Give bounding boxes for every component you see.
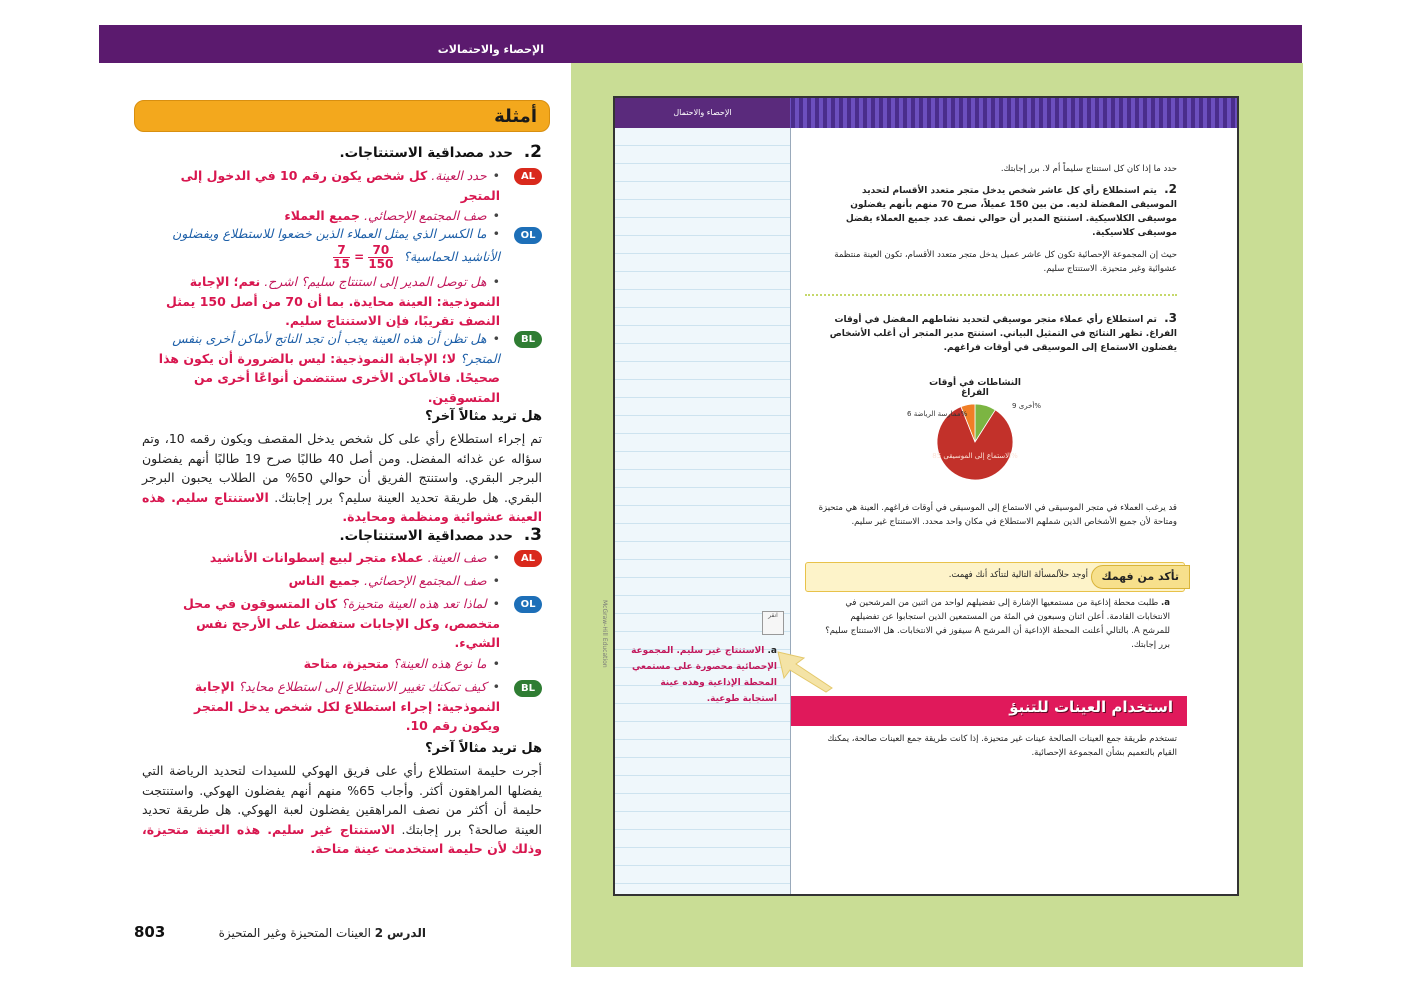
book-header-strip (615, 98, 1237, 128)
pie-chart (905, 394, 1045, 486)
chart-title: النشاطات في أوقات الفراغ (929, 378, 1021, 398)
ex3-q2-row: •صف المجتمع الإحصائي. جميع الناس (288, 573, 500, 588)
check-item-text: طلبت محطة إذاعية من مستمعيها الإشارة إلى تفضيلهم لواحد من اثنين من المرشحين في الانتخابات القادمة. أعلن اثنان وسبعون في المئة من المستمعين الذين استجابوا عن تفضيلهم للمرشح A. بالتالي أعلنت المحطة الإذاعية أن المرشح A سيفوز في الانتخابات. هل الاستنتاج سليم؟ برر إجابتك. (825, 598, 1170, 650)
answer-text: لا؛ الإجابة النموذجية: ليس بالضرورة أن يكون هذا صحيحًا. فالأماكن الأخرى ستتضمن أنواعًا أخرى من المتسوقين. (158, 350, 500, 405)
answer-text: الإجابة النموذجية: إجراء استطلاع لكل شخص يدخل المتجر ويكون رقم 10. (194, 679, 500, 733)
ex3-q4-row: •ما نوع هذه العينة؟ متحيزة، متاحة (303, 656, 500, 671)
fraction-answer: $\frac{70}{150}$ = $\frac{7}{15}$ (333, 242, 394, 271)
answer-text: عملاء متجر لبيع إسطوانات الأناشيد (209, 550, 424, 565)
book-intro: حدد ما إذا كان كل استنتاج سليماً أم لا. برر إجابتك. (1000, 164, 1177, 174)
more-example-answer: الاستنتاج سليم. هذه العينة عشوائية ومنظمة ومحايدة. (142, 489, 542, 524)
question-text: هل توصل المدير إلى استنتاج سليم؟ اشرح. (264, 274, 487, 289)
ex2-q2-row: •صف المجتمع الإحصائي. جميع العملاء (284, 208, 500, 223)
ex3-q1-row: •صف العينة. عملاء متجر لبيع إسطوانات الأناشيد (209, 550, 500, 565)
margin-answer (625, 643, 777, 707)
question-text: ما نوع هذه العينة؟ (392, 656, 487, 671)
level-bl-badge: BL (514, 680, 542, 697)
question-text: حدد العينة. (431, 168, 487, 183)
book-ex3-answer: قد يرغب العملاء في متجر الموسيقى في الاستماع إلى الموسيقى في أوقات فراغهم. العينة هي متحيزة ومتاحة لأن جميع الأشخاص الذين شملهم الاستطلاع في مكان واحد محدد. الاستنتاج غير سليم. (818, 503, 1177, 527)
book-margin-column (615, 128, 791, 894)
more-example-answer: الاستنتاج غير سليم. هذه العينة متحيزة، وذلك لأن حليمة استخدمت عينة متاحة. (142, 821, 542, 856)
footer-lesson (136, 926, 426, 940)
level-ol-badge: OL (514, 596, 542, 613)
section-title: استخدام العينات للتنبؤ (1009, 698, 1173, 716)
pie-label-other: أخرى 9% (1012, 402, 1041, 410)
answer-text: نعم؛ الإجابة النموذجية: العينة محايدة. بما أن 70 من أصل 150 يمثل النصف تقريبًا، فإن الاستنتاج سليم. (166, 274, 500, 328)
answer-text: متحيزة، متاحة (303, 656, 389, 671)
student-book-page (613, 96, 1239, 896)
ex2-q3-row: •ما الكسر الذي يمثل العملاء الذين خضعوا للاستطلاع ويفضلون الأناشيد الحماسية؟ $\frac{70}{150}$ = $\frac{7}{15}$ (172, 226, 500, 271)
more-example-heading: هل تريد مثالاً آخر؟ (425, 409, 542, 424)
lesson-label: الدرس (386, 926, 426, 940)
book-ex3-num: 3. (1164, 311, 1177, 325)
pie-label-music: الاستماع إلى الموسيقى 85% (932, 452, 1018, 460)
check-understanding-text: أوجد حلاًلمسألة التالية لتتأكد أنك فهمت. (948, 570, 1088, 580)
answer-text: كان المتسوقون في محل متخصص، وكل الإجابات ستفضل على الأرجح نفس الشيء. (183, 596, 500, 650)
top-header-bar (99, 25, 1302, 63)
answer-text: جميع العملاء (284, 208, 361, 223)
check-item (825, 596, 1170, 652)
book-ex2-answer: حيث إن المجموعة الإحصائية تكون كل عاشر عميل يدخل متجر متعدد الأقسام، تكون العينة منتظمة عشوائية وغير متحيزة. الاستنتاج سليم. (834, 250, 1177, 274)
question-text: صف المجتمع الإحصائي. (364, 573, 487, 588)
question-text: صف العينة. (427, 550, 487, 565)
more-example-heading: هل تريد مثالاً آخر؟ (425, 741, 542, 756)
answer-text: كل شخص يكون رقم 10 في الدخول إلى المتجر (180, 168, 500, 203)
question-text: كيف تمكنك تغيير الاستطلاع إلى استطلاع محايد؟ (238, 679, 487, 694)
section-separator (805, 294, 1177, 296)
ex2-q4-row: •هل توصل المدير إلى استنتاج سليم؟ اشرح. نعم؛ الإجابة النموذجية: العينة محايدة. بما أن 70 من أصل 150 يمثل النصف تقريبًا، فإن الاستنتاج سليم. (166, 274, 500, 328)
answer-text: جميع الناس (288, 573, 361, 588)
question-text: لماذا تعد هذه العينة متحيزة؟ (341, 596, 487, 611)
section-text: تستخدم طريقة جمع العينات الصالحة عينات غير متحيزة. إذا كانت طريقة جمع العينات صالحة، يمكنك القيام بالتعميم بشأن المجموعة الإحصائية. (827, 734, 1177, 758)
tab-icon[interactable]: انقر (762, 611, 784, 635)
book-header-title: الإحصاء والاحتمال (615, 98, 790, 128)
example-heading-text: حدد مصداقية الاستنتاجات. (339, 145, 513, 161)
question-text: ما الكسر الذي يمثل العملاء الذين خضعوا للاستطلاع ويفضلون الأناشيد الحماسية؟ (172, 226, 500, 264)
teacher-column (130, 100, 550, 870)
example-heading-text: حدد مصداقية الاستنتاجات. (339, 528, 513, 544)
check-understanding-box (805, 562, 1185, 592)
level-ol-badge: OL (514, 227, 542, 244)
examples-title: أمثلة (494, 106, 537, 127)
publisher-credit: McGraw-Hill Education (601, 600, 608, 668)
arrow-icon (774, 648, 834, 694)
page-number: 803 (134, 923, 166, 941)
check-understanding-tag: تأكد من فهمك (1091, 565, 1190, 589)
question-text: صف المجتمع الإحصائي. (364, 208, 487, 223)
level-bl-badge: BL (514, 331, 542, 348)
example-number: 3. (523, 525, 542, 545)
book-ex3 (815, 311, 1177, 355)
more-example-paragraph (142, 761, 542, 859)
ex2-q5-row: •هل تظن أن هذه العينة يجب أن تجد الناتج لأماكن أخرى بنفس المتجر؟ لا؛ الإجابة النموذجية: ليس بالضرورة أن يكون هذا صحيحًا. فالأماكن الأخرى ستتضمن أنواعًا أخرى من المتسوقين. (158, 331, 500, 405)
book-ex2 (815, 182, 1177, 240)
example-2-heading (339, 142, 542, 162)
pie-label-sports: ممارسة الرياضة 6% (907, 410, 968, 418)
more-example-paragraph (142, 429, 542, 527)
lesson-title: العينات المتحيزة وغير المتحيزة (218, 926, 371, 940)
more-example-text: أجرت حليمة استطلاع رأي على فريق الهوكي للسيدات لتحديد الرياضة التي يفضلها المراهقون أكثر. وأجاب 65% منهم أنهم يفضلون الهوكي. واستنتجت حليمة أن أكثر من نصف المراهقين يفضلون لعبة الهوكي. هل طريقة تحديد العينة صالحة؟ برر إجابتك. (142, 763, 542, 837)
margin-answer-label: a. (767, 646, 777, 656)
ex2-q1-row: •حدد العينة. كل شخص يكون رقم 10 في الدخول إلى المتجر (180, 168, 500, 203)
level-al-badge: AL (514, 550, 542, 567)
section-banner (791, 696, 1187, 726)
book-ex2-text: يتم استطلاع رأي كل عاشر شخص يدخل متجر متعدد الأقسام لتحديد الموسيقى المفضلة لديه. من بين 150 عميلاً، صرح 70 منهم بأنهم يفضلون موسيقى الكلاسيكية. استنتج المدير أن حوالي نصف عدد جميع العملاء يفضل موسيقى كلاسيكية. (845, 186, 1177, 238)
example-3-heading (339, 525, 542, 545)
book-ex2-num: 2. (1164, 182, 1177, 196)
check-item-label: a. (1161, 598, 1170, 608)
more-example-text: تم إجراء استطلاع رأي على كل شخص يدخل المقصف ويكون رقمه 10، وتم سؤاله عن غدائه المفضل. ومن أصل 40 طالبًا صرح 19 طالبًا أنهم يفضلون البرجر البقري. واستنتج الفريق أن حوالي 50% من الطلاب يحبون البرجر البقري. هل طريقة تحديد العينة سليم؟ برر إجابتك. (142, 431, 543, 505)
book-ex3-text: تم استطلاع رأي عملاء متجر موسيقي لتحديد نشاطهم المفضل في أوقات الفراغ. تظهر النتائج في التمثيل البياني. استنتج مدير المتجر أن أغلب الأشخاص يفضلون الاستماع إلى الموسيقى في أوقات فراغهم. (829, 315, 1177, 353)
margin-answer-text: الاستنتاج غير سليم. المجموعة الإحصائية محصورة على مستمعي المحطة الإذاعية وهذه عينة استجابة طوعية. (631, 646, 777, 704)
example-number: 2. (523, 142, 542, 162)
level-al-badge: AL (514, 168, 542, 185)
examples-banner (134, 100, 550, 132)
ex3-q5-row: •كيف تمكنك تغيير الاستطلاع إلى استطلاع محايد؟ الإجابة النموذجية: إجراء استطلاع لكل شخص يدخل المتجر ويكون رقم 10. (194, 679, 500, 733)
header-title: الإحصاء والاحتمالات (437, 43, 544, 56)
ex3-q3-row: •لماذا تعد هذه العينة متحيزة؟ كان المتسوقون في محل متخصص، وكل الإجابات ستفضل على الأرجح نفس الشيء. (183, 596, 500, 650)
lesson-number: 2 (374, 926, 384, 940)
question-text: هل تظن أن هذه العينة يجب أن تجد الناتج لأماكن أخرى بنفس المتجر؟ (172, 331, 500, 366)
